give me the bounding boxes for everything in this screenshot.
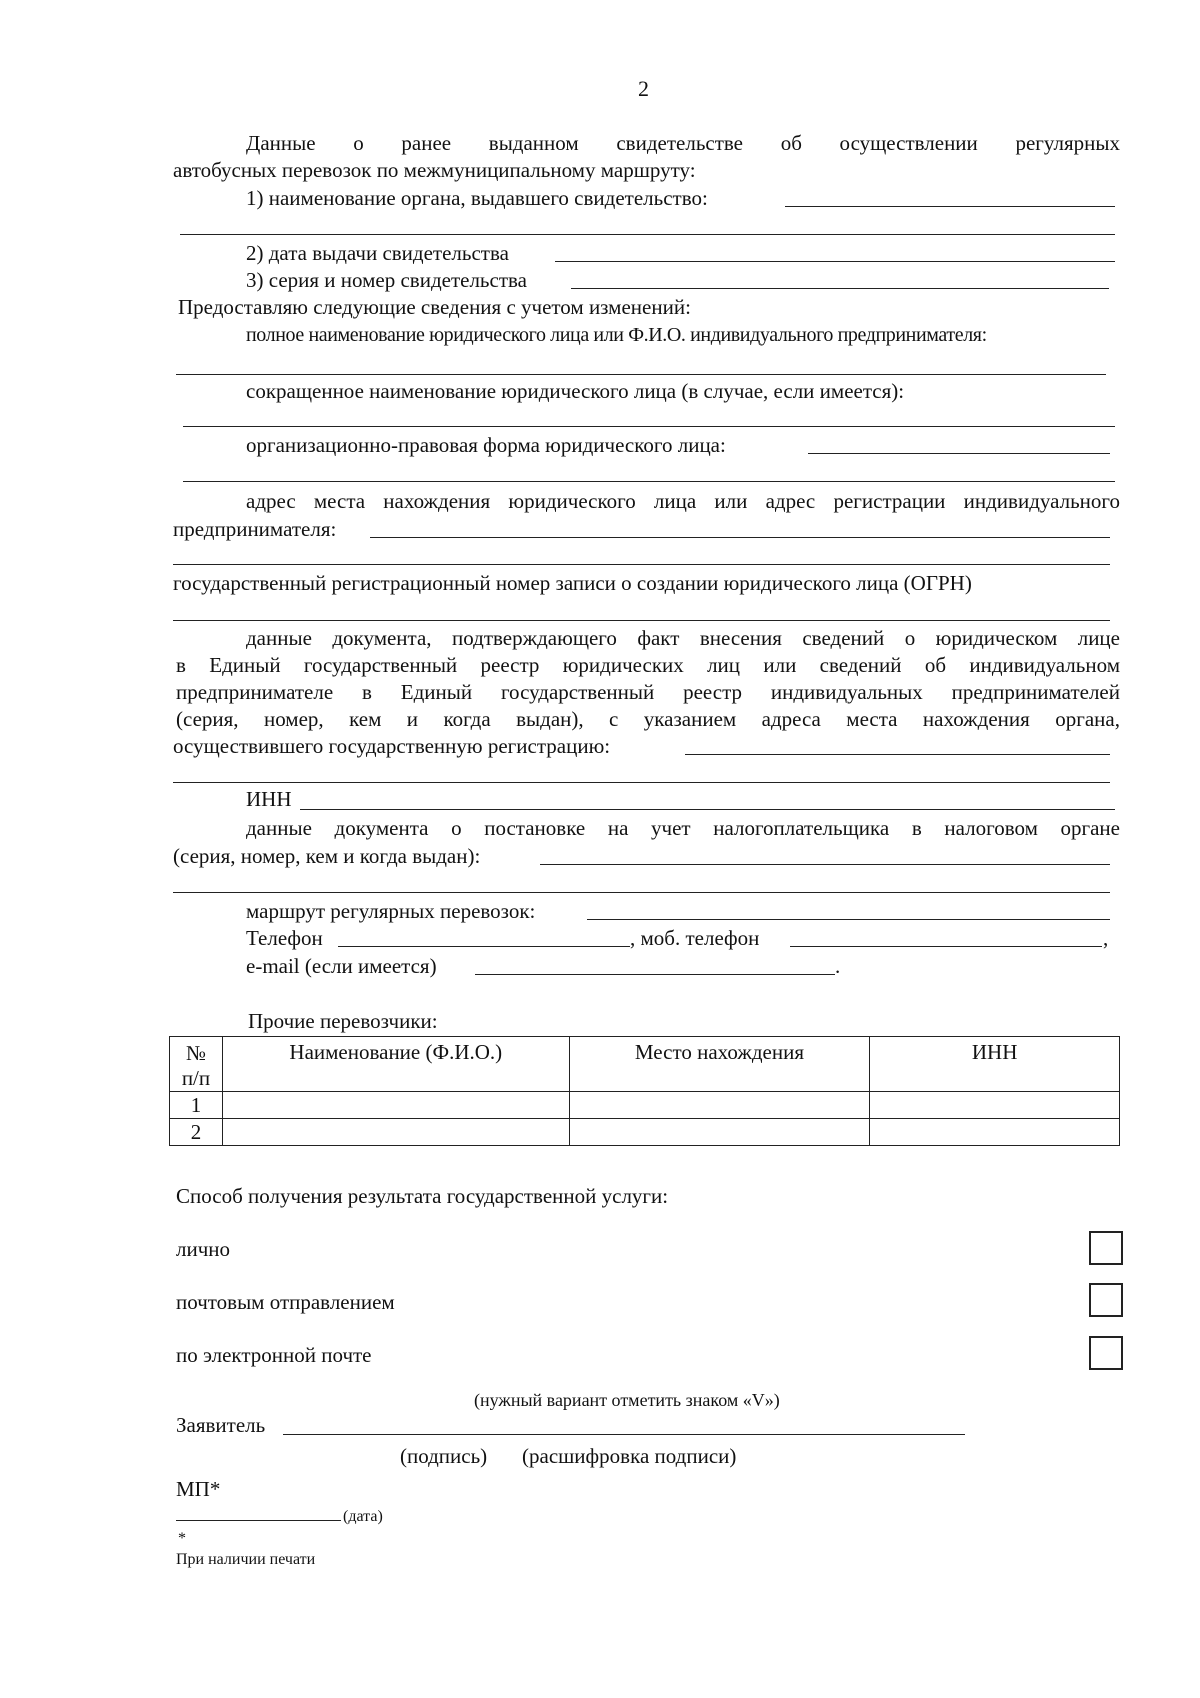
row-location-cell[interactable] [569, 1092, 870, 1119]
carriers-table [169, 1036, 1120, 1146]
page-number: 2 [638, 76, 649, 101]
issuing-authority-label: 1) наименование органа, выдавшего свидетельство: [246, 186, 708, 210]
header-num: № п/п [170, 1037, 223, 1092]
changes-heading: Предоставляю следующие сведения с учетом изменений: [178, 295, 691, 319]
applicant-field[interactable] [283, 1434, 965, 1435]
mobile-field[interactable] [790, 946, 1102, 947]
address-label-line-2: предпринимателя: [173, 517, 337, 541]
issuing-authority-field-2[interactable] [180, 234, 1115, 235]
intro-line-1 [246, 130, 1120, 156]
header-name: Наименование (Ф.И.О.) [222, 1037, 569, 1092]
signature-caption: (подпись) [400, 1444, 488, 1468]
option-label-post: почтовым отправлением [176, 1290, 395, 1314]
option-label-email: по электронной почте [176, 1343, 372, 1367]
row-num: 1 [170, 1092, 223, 1119]
date-caption: (дата) [343, 1508, 383, 1525]
applicant-label: Заявитель [176, 1413, 266, 1437]
inn-label: ИНН [246, 787, 292, 811]
table-row [170, 1092, 1120, 1119]
intro-word: регулярных [1015, 131, 1120, 155]
stamp-label: МП* [176, 1477, 221, 1501]
row-inn-cell[interactable] [870, 1119, 1120, 1146]
intro-word: ранее [401, 131, 452, 155]
cert-number-field[interactable] [571, 288, 1109, 289]
tax-field-2[interactable] [173, 892, 1110, 893]
short-name-label: сокращенное наименование юридического лица (в случае, если имеется): [246, 379, 905, 403]
egr-line-4: (серия, номер, кем и когда выдан), с указанием адреса места нахождения органа, [176, 707, 1120, 731]
checkbox-personally[interactable] [1089, 1231, 1123, 1265]
egr-line-2: в Единый государственный реестр юридических лиц или сведений об индивидуальном [176, 653, 1120, 677]
issue-date-label: 2) дата выдачи свидетельства [246, 241, 509, 265]
table-header-row [170, 1037, 1120, 1092]
tax-field[interactable] [540, 864, 1110, 865]
tax-line-1: данные документа о постановке на учет налогоплательщика в налоговом органе [246, 816, 1120, 840]
header-location: Место нахождения [569, 1037, 870, 1092]
org-form-field[interactable] [808, 453, 1110, 454]
header-inn: ИНН [870, 1037, 1120, 1092]
issue-date-field[interactable] [555, 261, 1115, 262]
email-period: . [835, 954, 841, 978]
row-num: 2 [170, 1119, 223, 1146]
full-name-field[interactable] [176, 374, 1106, 375]
intro-line-2: автобусных перевозок по межмуниципальному маршруту: [173, 158, 696, 182]
address-label-line-1: адрес места нахождения юридического лица или адрес регистрации индивидуального [246, 489, 1120, 513]
full-name-label: полное наименование юридического лица или Ф.И.О. индивидуального предпринимателя: [246, 324, 987, 346]
intro-word: о [353, 131, 364, 155]
intro-word: об [780, 131, 802, 155]
egr-line-5: осуществившего государственную регистрацию: [173, 734, 611, 758]
checkbox-post[interactable] [1089, 1283, 1123, 1317]
mobile-label: , моб. телефон [630, 926, 760, 950]
intro-word: свидетельстве [616, 131, 744, 155]
egr-field-2[interactable] [173, 782, 1110, 783]
intro-word: Данные [246, 131, 316, 155]
row-name-cell[interactable] [222, 1092, 569, 1119]
route-label: маршрут регулярных перевозок: [246, 899, 536, 923]
table-row [170, 1119, 1120, 1146]
egr-line-1: данные документа, подтверждающего факт внесения сведений о юридическом лице [246, 626, 1120, 650]
signature-decoding-caption: (расшифровка подписи) [522, 1444, 737, 1468]
org-form-label: организационно-правовая форма юридического лица: [246, 433, 726, 457]
intro-word: выданном [488, 131, 579, 155]
address-field-2[interactable] [173, 564, 1110, 565]
result-heading: Способ получения результата государственной услуги: [176, 1184, 669, 1208]
egr-line-3: предпринимателе в Единый государственный реестр индивидуальных предпринимателей [176, 680, 1120, 704]
phone-label: Телефон [246, 926, 323, 950]
org-form-field-2[interactable] [183, 481, 1115, 482]
row-name-cell[interactable] [222, 1119, 569, 1146]
inn-field[interactable] [300, 809, 1115, 810]
carriers-title: Прочие перевозчики: [248, 1009, 438, 1033]
email-label: e-mail (если имеется) [246, 954, 437, 978]
address-field[interactable] [370, 537, 1110, 538]
checkbox-email[interactable] [1089, 1336, 1123, 1370]
option-label-personally: лично [176, 1237, 231, 1261]
tax-line-2: (серия, номер, кем и когда выдан): [173, 844, 481, 868]
row-location-cell[interactable] [569, 1119, 870, 1146]
short-name-field[interactable] [183, 426, 1115, 427]
issuing-authority-field[interactable] [785, 206, 1115, 207]
egr-field[interactable] [685, 754, 1110, 755]
intro-word: осуществлении [839, 131, 978, 155]
ogrn-field[interactable] [173, 620, 1110, 621]
footnote-text: При наличии печати [176, 1551, 316, 1568]
cert-number-label: 3) серия и номер свидетельства [246, 268, 527, 292]
phone-field[interactable] [338, 946, 630, 947]
row-inn-cell[interactable] [870, 1092, 1120, 1119]
route-field[interactable] [587, 919, 1110, 920]
mobile-comma: , [1103, 926, 1109, 950]
ogrn-label: государственный регистрационный номер записи о создании юридического лица (ОГРН) [173, 571, 972, 595]
footnote-mark: * [178, 1530, 186, 1547]
date-field[interactable] [176, 1520, 341, 1521]
email-field[interactable] [475, 974, 835, 975]
result-hint: (нужный вариант отметить знаком «V») [474, 1390, 780, 1410]
